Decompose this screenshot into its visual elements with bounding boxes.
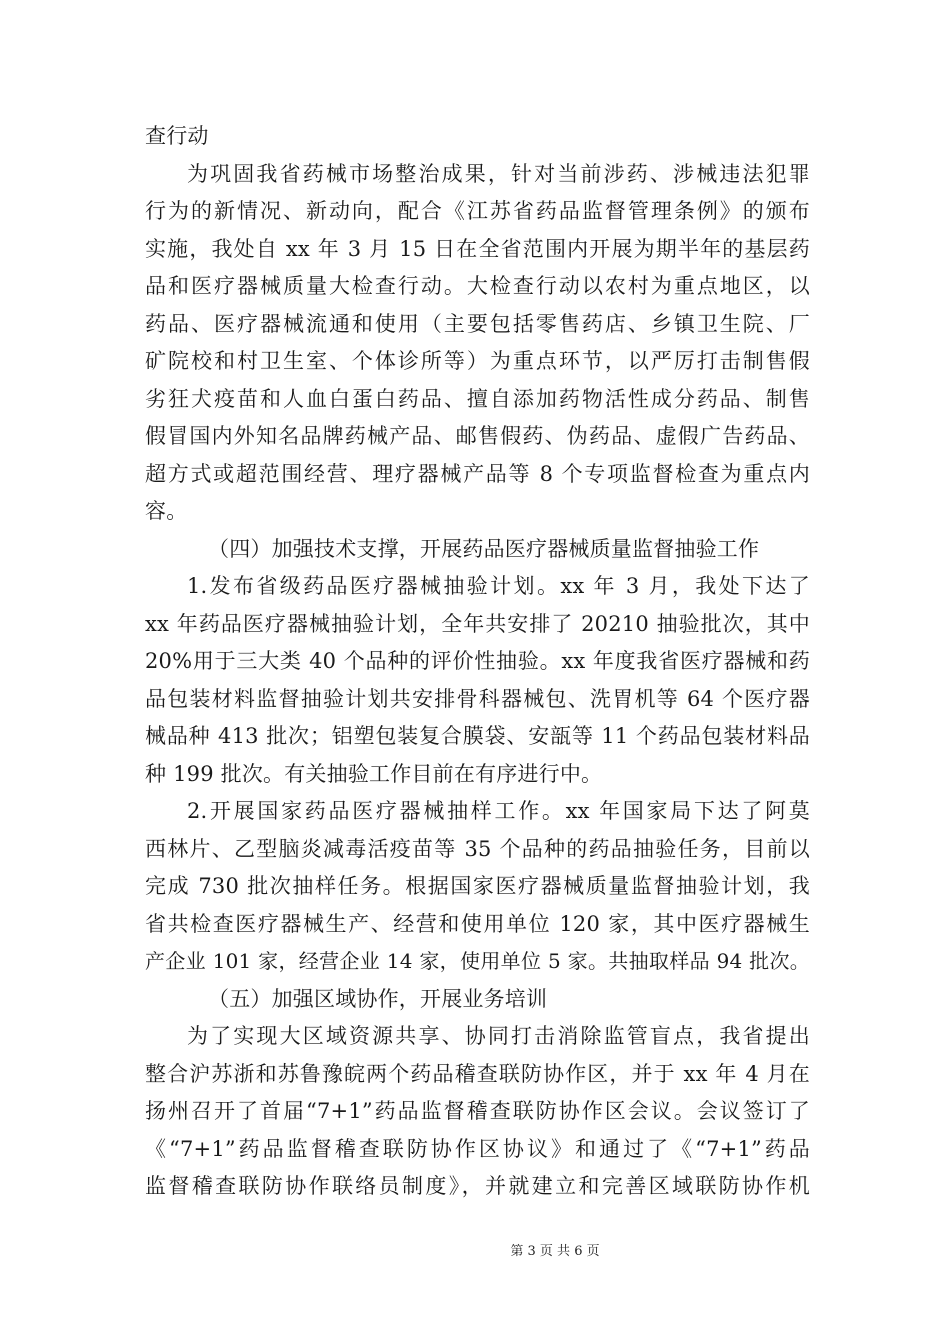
text-line: 扬州召开了首届“7+1”药品监督稽查联防协作区会议。会议签订了: [145, 1099, 810, 1123]
text-line: 容。: [145, 499, 188, 523]
text-line: 监督稽查联防协作联络员制度》，并就建立和完善区域联防协作机: [145, 1174, 810, 1198]
paragraph-first-line: 1.发布省级药品医疗器械抽验计划。xx 年 3 月，我处下达了: [187, 574, 810, 598]
page-number: 第 3 页 共 6 页: [510, 1244, 600, 1259]
text-line: 整合沪苏浙和苏鲁豫皖两个药品稽查联防协作区，并于 xx 年 4 月在: [145, 1061, 810, 1086]
page-footer: [0, 1243, 950, 1261]
text-line: 完成 730 批次抽样任务。根据国家医疗器械质量监督抽验计划，我: [145, 874, 810, 898]
document-body: [145, 118, 810, 1206]
text-line: xx 年药品医疗器械抽验计划，全年共安排了 20210 抽验批次，其中: [145, 611, 810, 636]
text-line: 矿院校和村卫生室、个体诊所等）为重点环节，以严厉打击制售假: [145, 349, 810, 373]
text-line: 产企业 101 家，经营企业 14 家，使用单位 5 家。共抽取样品 94 批次。: [145, 949, 810, 973]
text-line: 20%用于三大类 40 个品种的评价性抽验。xx 年度我省医疗器械和药: [145, 649, 810, 673]
text-line: 省共检查医疗器械生产、经营和使用单位 120 家，其中医疗器械生: [145, 911, 810, 936]
section-heading-5: （五）加强区域协作，开展业务培训: [208, 986, 548, 1011]
text-line: 药品、医疗器械流通和使用（主要包括零售药店、乡镇卫生院、厂: [145, 311, 810, 336]
section-heading-4: （四）加强技术支撑，开展药品医疗器械质量监督抽验工作: [208, 536, 760, 561]
text-line: 品和医疗器械质量大检查行动。大检查行动以农村为重点地区，以: [145, 274, 810, 298]
text-line: 劣狂犬疫苗和人血白蛋白药品、擅自添加药物活性成分药品、制售: [145, 386, 810, 411]
text-line: 超方式或超范围经营、理疗器械产品等 8 个专项监督检查为重点内: [145, 461, 810, 486]
paragraph-first-line: 为了实现大区域资源共享、协同打击消除监管盲点，我省提出: [187, 1024, 810, 1048]
text-line: 行为的新情况、新动向，配合《江苏省药品监督管理条例》的颁布: [145, 199, 810, 223]
paragraph-first-line: 为巩固我省药械市场整治成果，针对当前涉药、涉械违法犯罪: [187, 161, 810, 186]
text-line: 西林片、乙型脑炎减毒活疫苗等 35 个品种的药品抽验任务，目前以: [145, 836, 810, 861]
paragraph-first-line: 2.开展国家药品医疗器械抽样工作。xx 年国家局下达了阿莫: [187, 799, 810, 823]
text-line: 假冒国内外知名品牌药械产品、邮售假药、伪药品、虚假广告药品、: [145, 424, 810, 448]
text-line: 械品种 413 批次；铝塑包装复合膜袋、安瓿等 11 个药品包装材料品: [145, 724, 810, 748]
text-line: 实施，我处自 xx 年 3 月 15 日在全省范围内开展为期半年的基层药: [145, 236, 810, 261]
text-line: 品包装材料监督抽验计划共安排骨科器械包、洗胃机等 64 个医疗器: [145, 686, 810, 711]
text-line: 查行动: [145, 124, 209, 148]
text-line: 《“7+1”药品监督稽查联防协作区协议》和通过了《“7+1”药品: [145, 1136, 810, 1161]
text-line: 种 199 批次。有关抽验工作目前在有序进行中。: [145, 761, 603, 786]
